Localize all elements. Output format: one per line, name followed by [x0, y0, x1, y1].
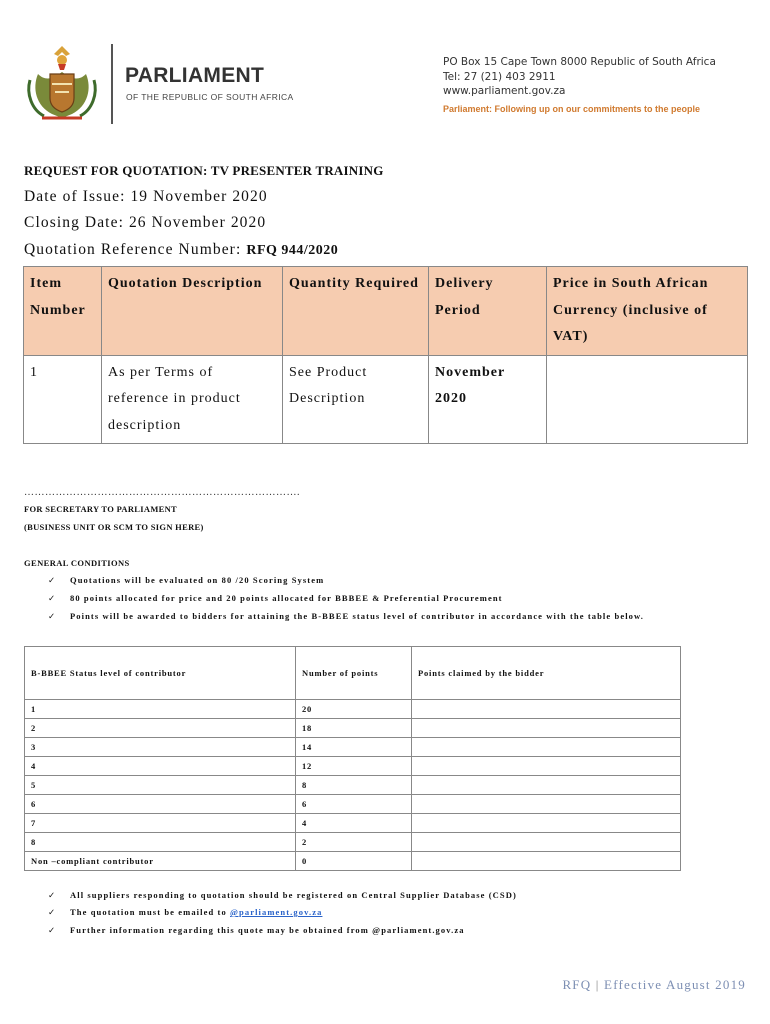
website-line: www.parliament.gov.za [443, 85, 566, 97]
table-row [25, 852, 681, 871]
cell-level: 8 [25, 833, 296, 852]
header-item-number: Item Number [24, 267, 102, 356]
cell-claimed[interactable] [412, 700, 681, 719]
cell-delivery-period: November 2020 [429, 355, 547, 444]
reference-value: RFQ 944/2020 [246, 243, 339, 258]
cell-price[interactable] [547, 355, 748, 444]
email-link[interactable]: @parliament.gov.za [230, 907, 323, 917]
signature-line[interactable]: ……………………………………………………………………. [24, 487, 300, 498]
csd-note-text: All suppliers responding to quotation should be registered on Central Supplier Database (CSD) [70, 890, 517, 900]
table-row [25, 738, 681, 757]
cell-level: 2 [25, 719, 296, 738]
email-note-text: The quotation must be emailed to [70, 907, 231, 917]
checkmark-icon: ✓ [48, 891, 57, 901]
cell-claimed[interactable] [412, 719, 681, 738]
condition-item [48, 593, 503, 604]
cell-level: 3 [25, 738, 296, 757]
condition-text: Points will be awarded to bidders for attaining the B-BBEE status level of contributor in accordance with the table below. [70, 611, 644, 621]
cell-points: 6 [296, 795, 412, 814]
general-conditions-title: GENERAL CONDITIONS [24, 558, 130, 568]
condition-text: 80 points allocated for price and 20 points allocated for BBBEE & Preferential Procurement [70, 593, 503, 603]
cell-points: 14 [296, 738, 412, 757]
cell-claimed[interactable] [412, 833, 681, 852]
page-footer [562, 977, 746, 993]
brand-subtitle: OF THE REPUBLIC OF SOUTH AFRICA [126, 92, 294, 102]
header-number-of-points: Number of points [296, 647, 412, 700]
cell-points: 20 [296, 700, 412, 719]
condition-item [48, 611, 644, 622]
contact-block [443, 55, 716, 99]
header-status-level: B-BBEE Status level of contributor [25, 647, 296, 700]
header-quantity-required: Quantity Required [283, 267, 429, 356]
cell-claimed[interactable] [412, 852, 681, 871]
header-delivery-period: Delivery Period [429, 267, 547, 356]
condition-item [48, 575, 324, 586]
condition-text: Quotations will be evaluated on 80 /20 Scoring System [70, 575, 325, 585]
header-price: Price in South African Currency (inclusive of VAT) [547, 267, 748, 356]
date-of-issue: Date of Issue: 19 November 2020 [24, 188, 268, 205]
cell-claimed[interactable] [412, 814, 681, 833]
cell-level: 4 [25, 757, 296, 776]
table-row [25, 795, 681, 814]
header-divider [111, 44, 113, 124]
table-row [25, 757, 681, 776]
cell-level: 6 [25, 795, 296, 814]
for-secretary-label: FOR SECRETARY TO PARLIAMENT [24, 504, 178, 514]
table-row [25, 700, 681, 719]
quotation-table [23, 266, 748, 444]
cell-claimed[interactable] [412, 795, 681, 814]
checkmark-icon: ✓ [48, 594, 57, 604]
footer-separator: | [595, 977, 600, 992]
cell-quotation-description: As per Terms of reference in product description [102, 355, 283, 444]
phone-line: Tel: 27 (21) 403 2911 [443, 70, 556, 83]
footer-effective-date: Effective August 2019 [604, 977, 746, 992]
table-row [25, 719, 681, 738]
cell-item-number: 1 [24, 355, 102, 444]
footer-rfq-label: RFQ [562, 977, 592, 992]
score-table-header [25, 647, 681, 700]
cell-quantity-required: See Product Description [283, 355, 429, 444]
cell-points: 4 [296, 814, 412, 833]
csd-note [48, 890, 517, 901]
cell-points: 2 [296, 833, 412, 852]
checkmark-icon: ✓ [48, 576, 57, 586]
address-line: PO Box 15 Cape Town 8000 Republic of South Africa [443, 56, 716, 68]
sign-here-note: (BUSINESS UNIT OR SCM TO SIGN HERE) [24, 522, 204, 532]
header-points-claimed: Points claimed by the bidder [412, 647, 681, 700]
email-note [48, 907, 322, 918]
info-note [48, 925, 465, 936]
cell-level: 1 [25, 700, 296, 719]
checkmark-icon: ✓ [48, 926, 57, 936]
tagline: Parliament: Following up on our commitments to the people [443, 104, 701, 114]
cell-claimed[interactable] [412, 776, 681, 795]
quotation-table-header [24, 267, 748, 356]
cell-claimed[interactable] [412, 738, 681, 757]
rfq-title: REQUEST FOR QUOTATION: TV PRESENTER TRAINING [24, 163, 384, 178]
info-note-text: Further information regarding this quote may be obtained from @parliament.gov.za [70, 925, 465, 935]
closing-date: Closing Date: 26 November 2020 [24, 214, 267, 231]
table-row [25, 833, 681, 852]
parliament-coat-of-arms-logo [22, 40, 102, 124]
table-row [24, 355, 748, 444]
cell-points: 0 [296, 852, 412, 871]
cell-level: 7 [25, 814, 296, 833]
reference-label: Quotation Reference Number: [24, 241, 247, 258]
cell-points: 12 [296, 757, 412, 776]
table-row [25, 814, 681, 833]
cell-points: 18 [296, 719, 412, 738]
checkmark-icon: ✓ [48, 908, 57, 918]
cell-level: Non –compliant contributor [25, 852, 296, 871]
quotation-reference [24, 241, 338, 259]
checkmark-icon: ✓ [48, 612, 57, 622]
brand-title: PARLIAMENT [125, 64, 265, 87]
cell-level: 5 [25, 776, 296, 795]
header-quotation-description: Quotation Description [102, 267, 283, 356]
bbbee-score-table [24, 646, 681, 871]
table-row [25, 776, 681, 795]
cell-claimed[interactable] [412, 757, 681, 776]
cell-points: 8 [296, 776, 412, 795]
